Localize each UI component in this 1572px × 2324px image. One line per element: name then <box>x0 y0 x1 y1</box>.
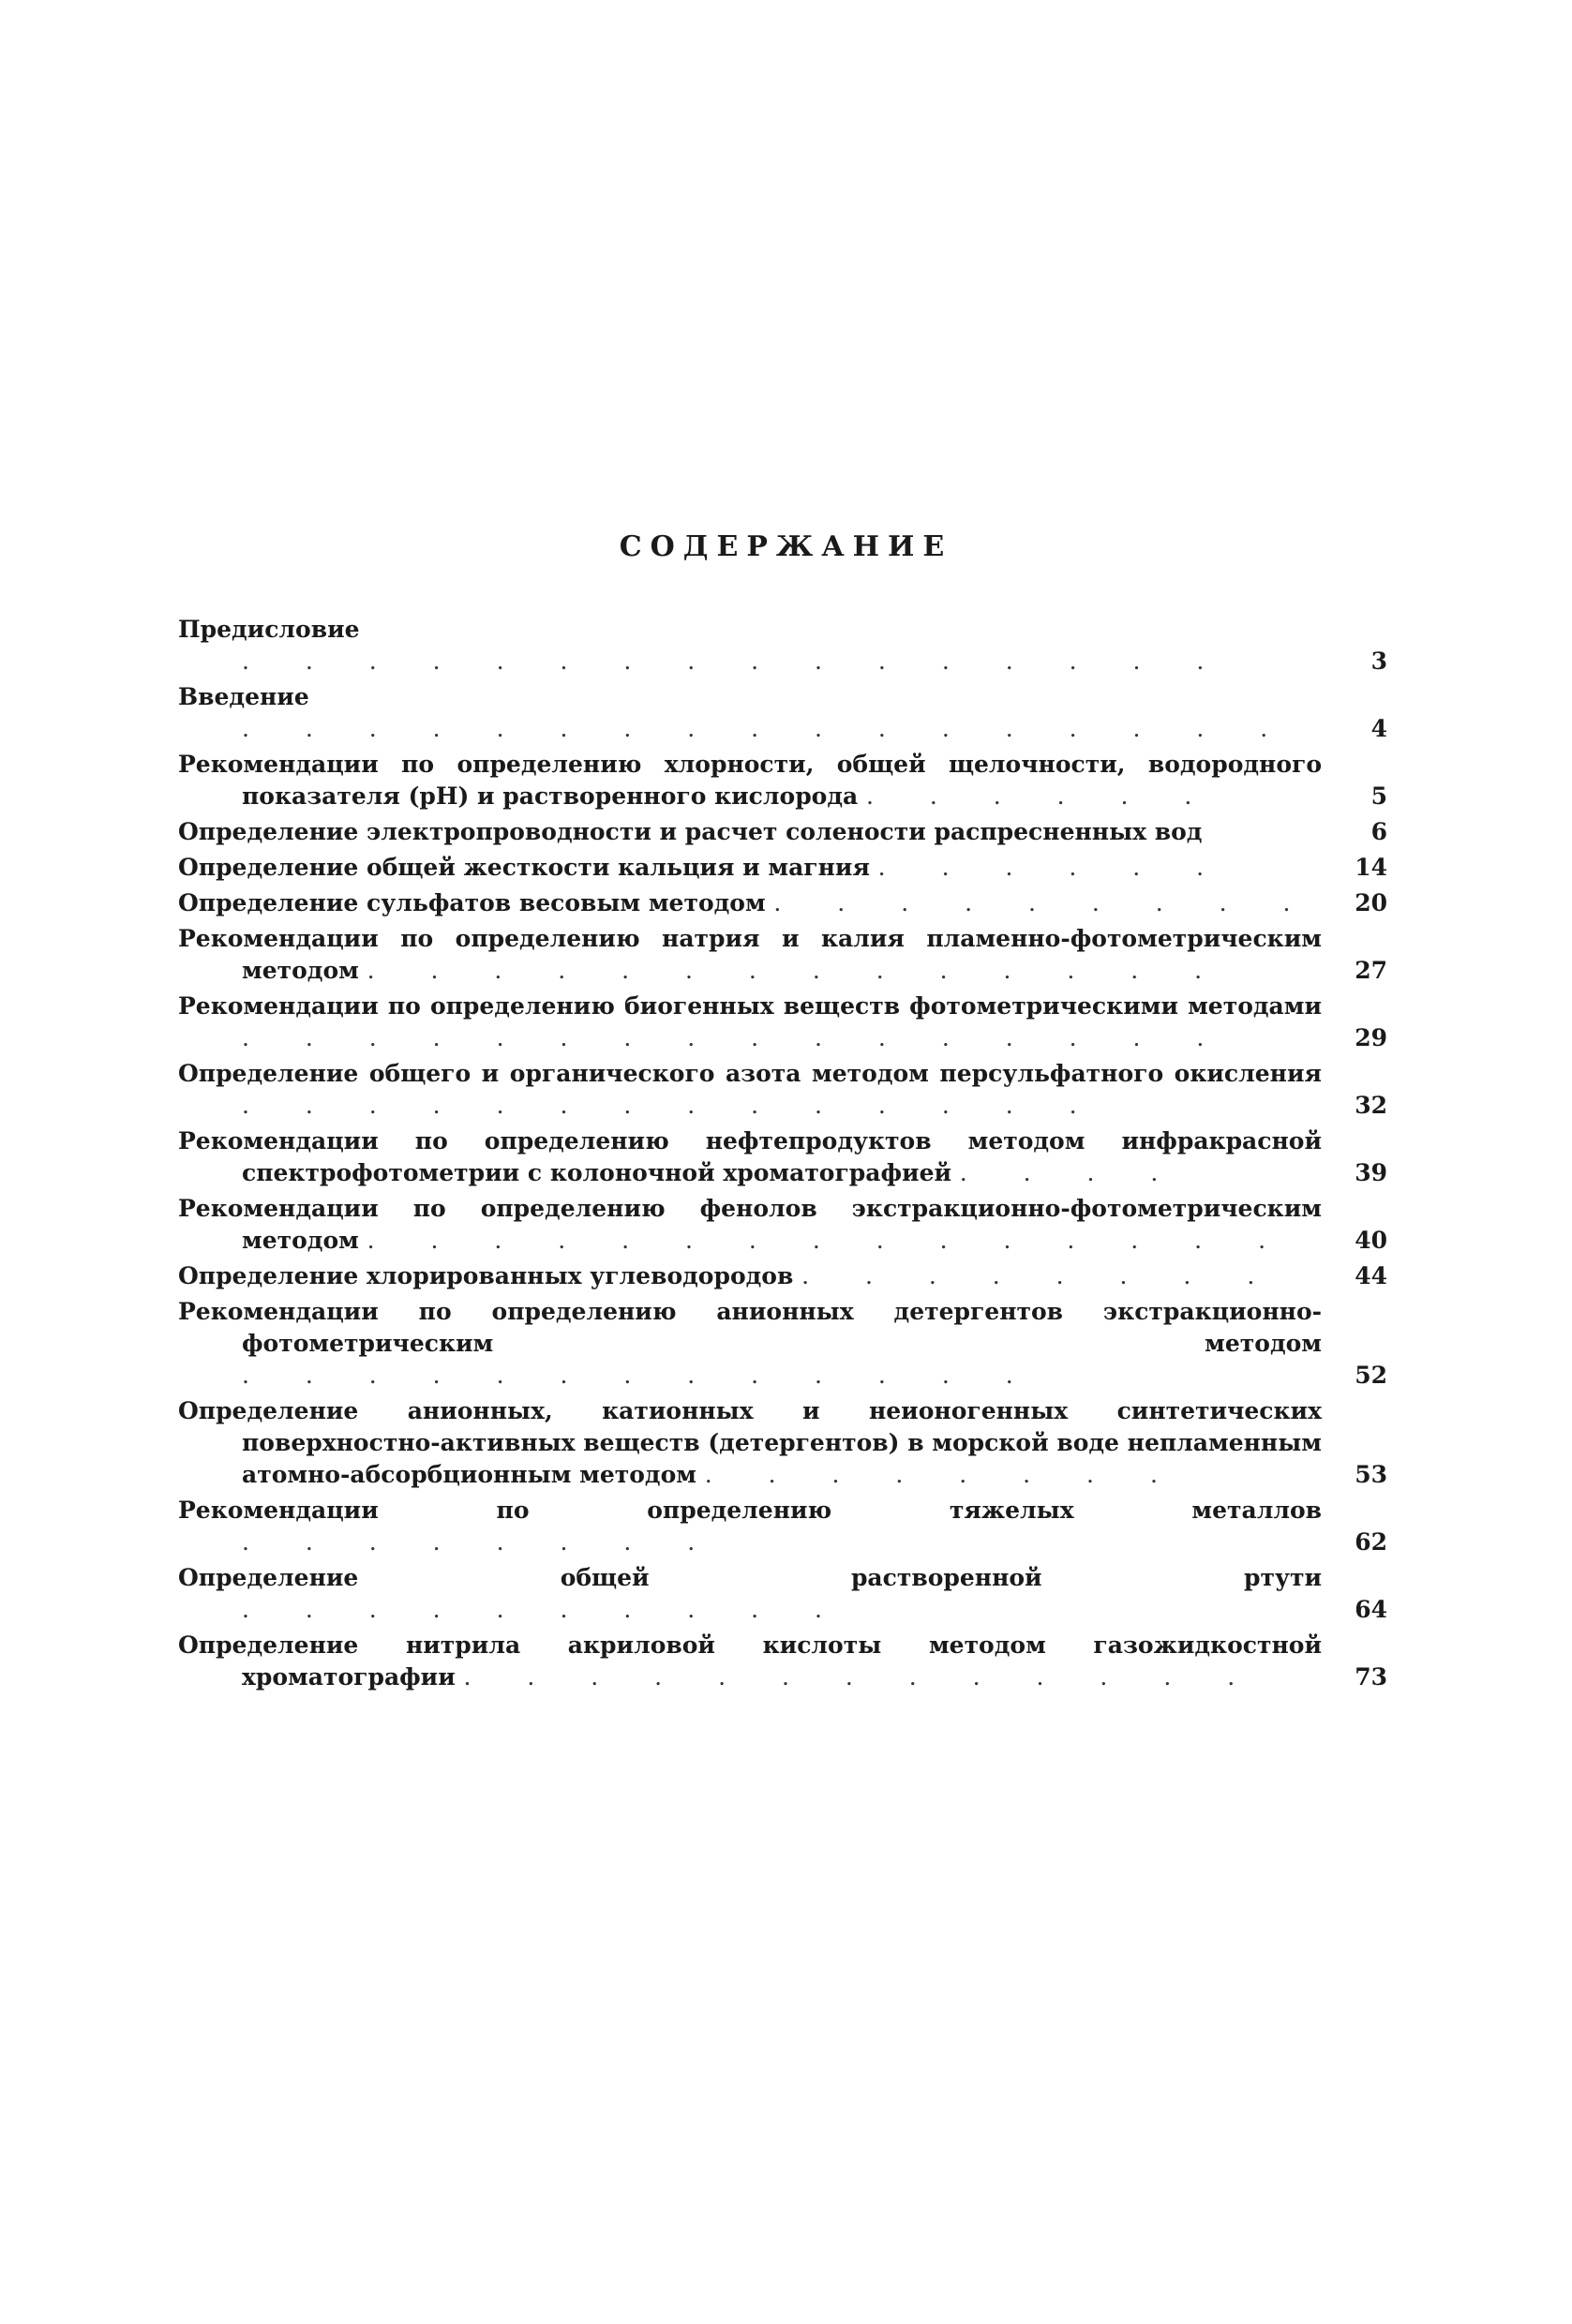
toc-page-number: 53 <box>1355 1461 1387 1488</box>
toc-page-number: 27 <box>1355 957 1387 984</box>
toc-entry[interactable] <box>178 1296 1387 1392</box>
toc-entry-title: Определение анионных, катионных и неионогенных синтетических поверхностно-активных веществ (детергентов) в морской воде непламенным атомно-абсорбционным методом <box>178 1397 1322 1488</box>
toc-entry[interactable] <box>178 614 1387 678</box>
toc-page-number: 14 <box>1355 854 1387 881</box>
dot-leader: . . . . . . . . . . . . . . . <box>367 1227 1291 1254</box>
dot-leader: . . . . . . . . . . . . . . <box>242 1092 1101 1119</box>
toc-entry-title: Введение <box>178 683 309 710</box>
toc-title: СОДЕРЖАНИЕ <box>619 530 953 563</box>
dot-leader: . . . . . . . . <box>704 1461 1182 1488</box>
dot-leader: . . . . . . . . . . <box>242 1596 846 1623</box>
toc-entry-title: Рекомендации по определению анионных детергентов экстракционно-фотометрическим методом <box>178 1298 1322 1357</box>
toc-entry[interactable] <box>178 887 1387 919</box>
toc-page-number: 40 <box>1355 1227 1387 1254</box>
toc-entry-title: Рекомендации по определению биогенных веществ фотометрическими методами <box>178 992 1322 1020</box>
toc-page-number: 32 <box>1355 1092 1387 1119</box>
toc-entry-title: Рекомендации по определению тяжелых металлов <box>178 1497 1322 1524</box>
toc-entry-title: Определение сульфатов весовым методом <box>178 889 766 916</box>
toc-page-number: 44 <box>1355 1262 1387 1289</box>
dot-leader: . . . . . . . . . . . . . . . . . <box>242 715 1293 742</box>
toc-entry-title: Определение нитрила акриловой кислоты методом газожидкостной хроматографии <box>178 1631 1322 1691</box>
toc-entry-title: Рекомендации по определению натрия и калия пламенно-фотометрическим методом <box>178 925 1322 984</box>
toc-page-number: 64 <box>1355 1596 1387 1623</box>
toc-page-number: 5 <box>1370 782 1387 810</box>
dot-leader: . . . . . . . . <box>801 1262 1280 1289</box>
dot-leader: . . . . . . . . . <box>773 889 1315 916</box>
toc-entry[interactable] <box>178 923 1387 987</box>
toc-page-number: 73 <box>1355 1663 1387 1691</box>
toc-entry-title: Определение хлорированных углеводородов <box>178 1262 794 1289</box>
toc-entry[interactable] <box>178 1260 1387 1292</box>
dot-leader: . . . . <box>959 1159 1183 1186</box>
toc-entry[interactable] <box>178 1193 1387 1257</box>
toc-entry[interactable] <box>178 749 1387 812</box>
toc-entry-title: Определение общей растворенной ртути <box>178 1564 1322 1591</box>
toc-entry[interactable] <box>178 991 1387 1054</box>
toc-entry-title: Предисловие <box>178 616 360 643</box>
toc-entry[interactable] <box>178 1058 1387 1122</box>
dot-leader: . . . . . . . . . . . . . . . . <box>242 648 1229 675</box>
toc-entry[interactable] <box>178 1495 1387 1558</box>
dot-leader: . . . . . . . . . . . . . <box>463 1663 1260 1691</box>
toc-entry-title: Определение электропроводности и расчет солености распресненных вод <box>178 818 1203 845</box>
toc-page-number: 52 <box>1355 1362 1387 1389</box>
toc-entry-title: Рекомендации по определению хлорности, общей щелочности, водородного показателя (pH) и растворенного кислорода <box>178 751 1322 810</box>
dot-leader: . . . . . . . . . . . . . . <box>367 957 1227 984</box>
dot-leader: . . . . . . . . . . . . . <box>242 1362 1038 1389</box>
toc-page-number: 4 <box>1370 715 1387 742</box>
dot-leader: . . . . . . <box>877 854 1229 881</box>
toc-page-number: 3 <box>1370 648 1387 675</box>
dot-leader: . . . . . . <box>865 782 1217 810</box>
toc-entry[interactable] <box>178 1630 1387 1693</box>
toc-entry-title: Рекомендации по определению фенолов экстракционно-фотометрическим методом <box>178 1195 1322 1254</box>
dot-leader: . . . . . . . . <box>242 1528 720 1556</box>
toc-entry[interactable] <box>178 1562 1387 1626</box>
table-of-contents <box>178 614 1387 1697</box>
toc-page-number: 20 <box>1355 889 1387 916</box>
toc-entry[interactable] <box>178 852 1387 884</box>
dot-leader: . . . . . . . . . . . . . . . . <box>242 1024 1229 1051</box>
toc-entry[interactable] <box>178 1125 1387 1189</box>
toc-entry-title: Определение общего и органического азота методом персульфатного окисления <box>178 1060 1322 1087</box>
toc-entry-title: Определение общей жесткости кальция и магния <box>178 854 870 881</box>
toc-page-number: 39 <box>1355 1159 1387 1186</box>
toc-page-number: 6 <box>1370 818 1387 845</box>
toc-page-number: 62 <box>1355 1528 1387 1556</box>
toc-entry[interactable] <box>178 1395 1387 1491</box>
toc-entry-title: Рекомендации по определению нефтепродуктов методом инфракрасной спектрофотометрии с колоночной хроматографией <box>178 1127 1322 1186</box>
toc-entry[interactable] <box>178 816 1387 848</box>
toc-page-number: 29 <box>1355 1024 1387 1051</box>
toc-entry[interactable] <box>178 681 1387 745</box>
